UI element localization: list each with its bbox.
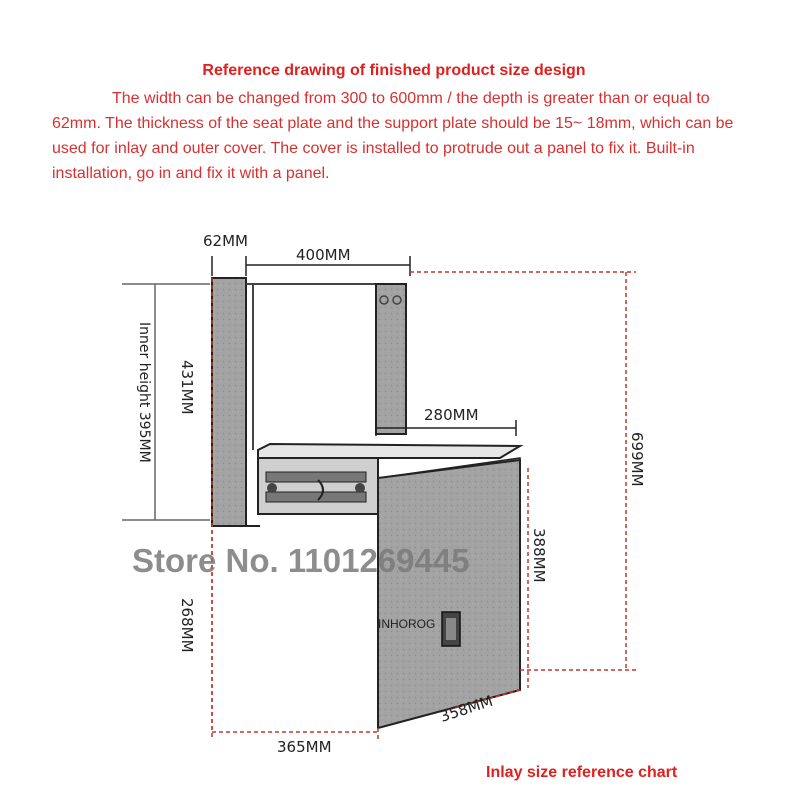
diagram-description: The width can be changed from 300 to 600mm / the depth is greater than or equal to 62mm. The thickness of the seat plate and the support plate should be 15~ 18mm, which can be used for inlay and outer cover. The cover is installed to protrude out a panel to fix it. Built-in installation, go in and fix it with a panel. (52, 90, 734, 182)
dim-431mm: 431MM (178, 360, 196, 415)
store-watermark: Store No. 1101269445 (132, 542, 470, 579)
dim-280mm: 280MM (424, 406, 479, 424)
brand-label: INHOROG (378, 617, 436, 631)
chart-caption: Inlay size reference chart (486, 764, 678, 781)
dim-699mm: 699MM (628, 432, 646, 487)
dim-inner-height: Inner height 395MM (136, 322, 152, 463)
support-panel (378, 460, 520, 728)
dim-388mm: 388MM (530, 528, 548, 583)
dim-62mm: 62MM (203, 232, 248, 250)
dim-358mm: 358MM (437, 691, 496, 726)
diagram-title: Reference drawing of finished product size design (202, 62, 586, 79)
hinge-mechanism (258, 458, 378, 514)
dim-268mm: 268MM (178, 598, 196, 653)
dim-400mm: 400MM (296, 246, 351, 264)
dim-365mm: 365MM (277, 738, 332, 756)
